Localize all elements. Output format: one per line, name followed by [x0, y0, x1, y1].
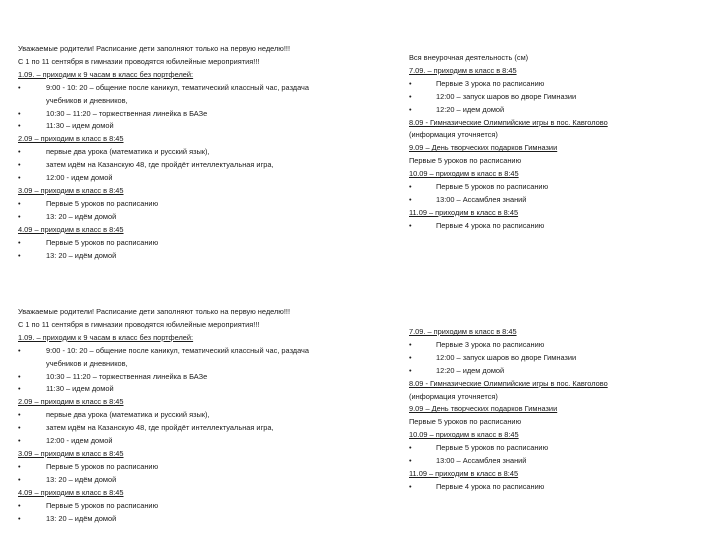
list-item: • 12:00 - идем домой [18, 436, 113, 446]
intro-line-1: Уважаемые родители! Расписание дети заполняют только на первую неделю!!! [18, 44, 291, 53]
day-heading: 4.09 – приходим в класс в 8:45 [18, 487, 124, 497]
list-item: • Первые 3 урока по расписанию [409, 78, 545, 88]
top-left-schedule [18, 43, 348, 262]
list-item: • Первые 5 уроков по расписанию [409, 182, 549, 192]
list-item: • Первые 3 урока по расписанию [409, 339, 545, 349]
note: (информация уточняется) [409, 130, 498, 140]
day-heading: 8.09 - Гимназические Олимпийские игры в пос. Кавголово [409, 378, 608, 388]
day-heading: 7.09. – приходим в класс в 8:45 [409, 327, 517, 336]
list-item: • Первые 4 урока по расписанию [409, 481, 545, 491]
top-right-schedule [409, 52, 709, 233]
intro-line-2: С 1 по 11 сентября в гимназии проводятся юбилейные мероприятия!!! [18, 56, 260, 66]
list-item: • Первые 5 уроков по расписанию [18, 198, 159, 208]
list-item: • Первые 5 уроков по расписанию [18, 500, 159, 510]
day-heading: 2.09 – приходим в класс в 8:45 [18, 397, 124, 407]
list-item: • 10:30 – 11:20 – торжественная линейка в БАЗе [18, 108, 208, 118]
day-heading: 8.09 - Гимназические Олимпийские игры в пос. Кавголово [409, 117, 608, 127]
list-item: • первые два урока (математика и русский язык), [18, 147, 210, 157]
day-heading: 2.09 – приходим в класс в 8:45 [18, 134, 124, 144]
intro-line-1: Уважаемые родители! Расписание дети заполняют только на первую неделю!!! [18, 307, 291, 316]
bottom-left-schedule [18, 306, 348, 525]
day-heading: 3.09 – приходим в класс в 8:45 [18, 185, 124, 195]
list-item: • 13:00 – Ассамблея знаний [409, 456, 527, 466]
section-title: Вся внеурочная деятельность (см) [409, 53, 529, 62]
list-item: • 11:30 – идем домой [18, 384, 114, 394]
note: Первые 5 уроков по расписанию [409, 417, 522, 427]
list-item: • 13:00 – Ассамблея знаний [409, 194, 527, 204]
list-item-continuation: учебников и дневников, [46, 358, 128, 368]
list-item-continuation: учебников и дневников, [46, 95, 128, 105]
day-heading: 10.09 – приходим в класс в 8:45 [409, 169, 519, 179]
list-item: • 12:00 – запуск шаров во дворе Гимназии [409, 91, 577, 101]
list-item: • 9:00 - 10: 20 – общение после каникул, тематический классный час, раздача [18, 82, 310, 92]
list-item: • 13: 20 – идём домой [18, 474, 117, 484]
note: Первые 5 уроков по расписанию [409, 156, 522, 166]
day-heading: 10.09 – приходим в класс в 8:45 [409, 430, 519, 440]
list-item: • первые два урока (математика и русский язык), [18, 410, 210, 420]
list-item: • 13: 20 – идём домой [18, 250, 117, 260]
day-heading: 3.09 – приходим в класс в 8:45 [18, 448, 124, 458]
list-item: • 10:30 – 11:20 – торжественная линейка в БАЗе [18, 371, 208, 381]
day-heading: 7.09. – приходим в класс в 8:45 [409, 65, 517, 75]
list-item: • 12:20 – идем домой [409, 104, 505, 114]
list-item: • Первые 4 урока по расписанию [409, 220, 545, 230]
day-heading: 4.09 – приходим в класс в 8:45 [18, 224, 124, 234]
day-heading: 9.09 – День творческих подарков Гимназии [409, 143, 558, 153]
list-item: • Первые 5 уроков по расписанию [18, 237, 159, 247]
list-item: • 11:30 – идем домой [18, 121, 114, 131]
note: (информация уточняется) [409, 391, 498, 401]
list-item: • 12:20 – идем домой [409, 365, 505, 375]
bottom-right-schedule [409, 326, 709, 494]
list-item: • Первые 5 уроков по расписанию [18, 461, 159, 471]
list-item: • 13: 20 – идём домой [18, 211, 117, 221]
day-heading: 1.09. – приходим к 9 часам в класс без портфелей: [18, 332, 194, 342]
list-item: • затем идём на Казанскую 48, где пройдёт интеллектуальная игра, [18, 160, 274, 170]
intro-line-2: С 1 по 11 сентября в гимназии проводятся юбилейные мероприятия!!! [18, 319, 260, 329]
day-heading: 11.09 – приходим в класс в 8:45 [409, 207, 519, 217]
day-heading: 11.09 – приходим в класс в 8:45 [409, 468, 519, 478]
list-item: • Первые 5 уроков по расписанию [409, 443, 549, 453]
list-item: • 9:00 - 10: 20 – общение после каникул, тематический классный час, раздача [18, 345, 310, 355]
list-item: • 12:00 - идем домой [18, 173, 113, 183]
list-item: • 13: 20 – идём домой [18, 513, 117, 523]
day-heading: 1.09. – приходим к 9 часам в класс без портфелей: [18, 69, 194, 79]
list-item: • затем идём на Казанскую 48, где пройдёт интеллектуальная игра, [18, 423, 274, 433]
day-heading: 9.09 – День творческих подарков Гимназии [409, 404, 558, 414]
list-item: • 12:00 – запуск шаров во дворе Гимназии [409, 352, 577, 362]
